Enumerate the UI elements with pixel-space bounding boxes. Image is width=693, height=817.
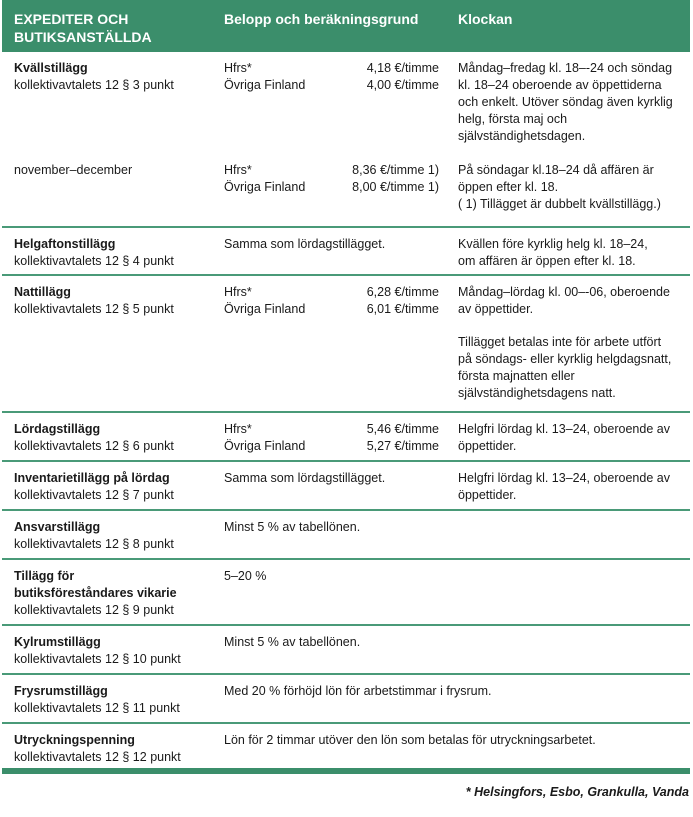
row-title: Helgaftonstillägg	[14, 237, 116, 251]
row-title: Lördagstillägg	[14, 422, 101, 436]
table-bottom-bar	[2, 768, 690, 774]
row-time: Måndag–lördag kl. 00–-06, oberoende av öppettider. Tillägget betalas inte för arbete utfört på söndags- eller kyrklig helgdagsnatt, första majnatten eller självständighetsdagens natt.	[458, 285, 672, 400]
row-subtitle: kollektivavtalets 12 § 5 punkt	[14, 302, 174, 316]
row-time: På söndagar kl.18–24 då affären är öppen efter kl. 18. ( 1) Tillägget är dubbelt kvällstillägg.)	[458, 163, 661, 211]
row-subtitle: kollektivavtalets 12 § 12 punkt	[14, 750, 181, 764]
footnote: * Helsingfors, Esbo, Grankulla, Vanda	[465, 785, 689, 799]
row-subtitle: november–december	[14, 163, 133, 177]
row-amount-text: Minst 5 % av tabellönen.	[224, 635, 361, 649]
row-amount-text: Samma som lördagstillägget.	[224, 237, 386, 251]
table-row	[2, 626, 690, 675]
row-subtitle: kollektivavtalets 12 § 10 punkt	[14, 652, 181, 666]
row-subtitle: kollektivavtalets 12 § 9 punkt	[14, 603, 174, 617]
table-row: Lördagstillägg kollektivavtalets 12 § 6 punkt Hfrs* 5,46 €/timme Övriga Finland 5,27 €/timme Helgfri lördag kl. 13–24, oberoende av öppettider.	[2, 413, 690, 462]
row-title: Ansvarstillägg	[14, 520, 101, 534]
row-time: Helgfri lördag kl. 13–24, oberoende av öppettider.	[458, 471, 670, 502]
table-row	[2, 462, 690, 511]
header-col-employees: EXPEDITER OCH BUTIKSANSTÄLLDA	[14, 11, 152, 45]
table-row	[2, 511, 690, 560]
row-time: Kvällen före kyrklig helg kl. 18–24, om affären är öppen efter kl. 18.	[458, 237, 648, 268]
row-amount-text: Minst 5 % av tabellönen.	[224, 520, 361, 534]
row-amount-text: Med 20 % förhöjd lön för arbetstimmar i frysrum.	[224, 684, 492, 698]
header-col-amount: Belopp och beräkningsgrund	[224, 11, 419, 27]
row-title: Tillägg för	[14, 569, 75, 583]
row-subtitle: kollektivavtalets 12 § 8 punkt	[14, 537, 174, 551]
row-subtitle: kollektivavtalets 12 § 6 punkt	[14, 439, 174, 453]
table-row: Nattillägg kollektivavtalets 12 § 5 punkt Hfrs* 6,28 €/timme Övriga Finland 6,01 €/timme Måndag–lördag kl. 00–-06, oberoende av öppettider. Tillägget betalas inte för arbete utfört på söndags- eller kyrklig helgdagsnatt, första majnatten eller självständighetsdagens natt.	[2, 276, 690, 413]
row-title-cont: butiksföreståndares vikarie	[14, 586, 177, 600]
table-row	[2, 228, 690, 276]
row-amount-text: Lön för 2 timmar utöver den lön som betalas för utryckningsarbetet.	[224, 733, 596, 747]
row-title: Inventarietillägg på lördag	[14, 471, 170, 485]
table-row	[2, 560, 690, 626]
row-amount-text: Samma som lördagstillägget.	[224, 471, 386, 485]
supplement-table	[2, 0, 690, 776]
row-title: Utryckningspenning	[14, 733, 135, 747]
table-row	[2, 675, 690, 724]
table-header	[2, 0, 690, 52]
row-subtitle: kollektivavtalets 12 § 3 punkt	[14, 78, 174, 92]
row-subtitle: kollektivavtalets 12 § 7 punkt	[14, 488, 174, 502]
row-title: Kylrumstillägg	[14, 635, 101, 649]
row-time: Helgfri lördag kl. 13–24, oberoende av öppettider.	[458, 422, 670, 453]
row-time: Måndag–fredag kl. 18–-24 och söndag kl. 18–24 oberoende av öppettiderna och enkelt. Utöver söndag även kyrklig helg, första maj och självständighetsdagen.	[458, 61, 673, 143]
table-row: Kvällstillägg kollektivavtalets 12 § 3 punkt Hfrs* 4,18 €/timme Övriga Finland 4,00 €/timme Måndag–fredag kl. 18–-24 och söndag kl. 18–24 oberoende av öppettiderna och enkelt. Utöver söndag även kyrklig helg, första maj och självständighetsdagen.	[2, 52, 690, 156]
row-subtitle: kollektivavtalets 12 § 11 punkt	[14, 701, 180, 715]
row-title: Nattillägg	[14, 285, 71, 299]
table-row: november–december Hfrs* 8,36 €/timme 1) Övriga Finland 8,00 €/timme 1) På söndagar kl.18–24 då affären är öppen efter kl. 18. ( 1) Tillägget är dubbelt kvällstillägg.)	[2, 156, 690, 228]
row-subtitle: kollektivavtalets 12 § 4 punkt	[14, 254, 174, 268]
row-title: Kvällstillägg	[14, 61, 88, 75]
row-title: Frysrumstillägg	[14, 684, 108, 698]
header-col-time: Klockan	[458, 11, 513, 27]
row-amount-text: 5–20 %	[224, 569, 267, 583]
